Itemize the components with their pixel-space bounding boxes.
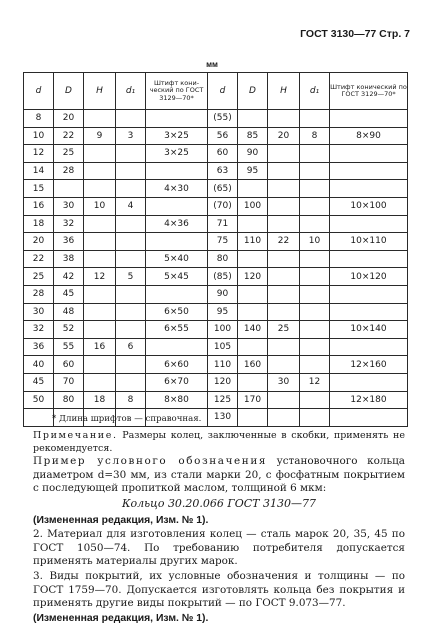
table-row (24, 250, 408, 268)
cell-D: 25 (54, 145, 84, 163)
cell-H (84, 180, 116, 198)
cell-pin (330, 110, 408, 128)
footnote: * Длина шрифтов — справочная. (52, 414, 202, 424)
cell-d1 (116, 285, 146, 303)
cell-d1 (300, 110, 330, 128)
cell-pin (146, 338, 208, 356)
cell-d1 (300, 215, 330, 233)
header-D: D (54, 73, 84, 110)
cell-d1 (116, 233, 146, 251)
cell-D: 30 (54, 197, 84, 215)
cell-d: (65) (208, 180, 238, 198)
cell-d1: 12 (300, 373, 330, 391)
cell-d: 45 (24, 373, 54, 391)
cell-D (238, 409, 268, 427)
table-row (24, 215, 408, 233)
cell-d: 120 (208, 373, 238, 391)
cell-d1 (116, 110, 146, 128)
cell-H: 16 (84, 338, 116, 356)
cell-H (84, 285, 116, 303)
cell-d: 18 (24, 215, 54, 233)
cell-d1 (300, 391, 330, 409)
cell-pin (146, 162, 208, 180)
cell-pin: 3×25 (146, 127, 208, 145)
cell-d: 110 (208, 356, 238, 374)
cell-d: 10 (24, 127, 54, 145)
cell-pin (330, 162, 408, 180)
cell-D: 110 (238, 233, 268, 251)
cell-d1 (300, 162, 330, 180)
cell-d: 63 (208, 162, 238, 180)
cell-H (84, 356, 116, 374)
cell-D: 100 (238, 197, 268, 215)
cell-d1 (116, 303, 146, 321)
header-d1: d₁ (116, 73, 146, 110)
cell-pin: 12×160 (330, 356, 408, 374)
cell-d1: 10 (300, 233, 330, 251)
cell-H (268, 145, 300, 163)
cell-d: 71 (208, 215, 238, 233)
cell-pin: 10×140 (330, 321, 408, 339)
cell-d (24, 409, 54, 427)
table-row (24, 145, 408, 163)
cell-pin: 10×120 (330, 268, 408, 286)
cell-D (238, 338, 268, 356)
cell-D (54, 180, 84, 198)
cell-pin: 8×90 (330, 127, 408, 145)
dimensions-table (23, 72, 408, 427)
example-label: Пример условного обозначения (33, 455, 267, 467)
cell-d1 (300, 338, 330, 356)
cell-H (84, 233, 116, 251)
cell-d: 90 (208, 285, 238, 303)
header-D: D (238, 73, 268, 110)
cell-d: 40 (24, 356, 54, 374)
cell-pin (330, 250, 408, 268)
cell-D: 20 (54, 110, 84, 128)
cell-d: (85) (208, 268, 238, 286)
cell-d: 22 (24, 250, 54, 268)
cell-H (84, 215, 116, 233)
cell-H (268, 197, 300, 215)
cell-H (84, 373, 116, 391)
table-row (24, 373, 408, 391)
cell-D: 170 (238, 391, 268, 409)
cell-d: 50 (24, 391, 54, 409)
cell-d1: 8 (116, 391, 146, 409)
cell-d1: 8 (300, 127, 330, 145)
header-H: H (268, 73, 300, 110)
cell-H: 9 (84, 127, 116, 145)
cell-d: 56 (208, 127, 238, 145)
cell-d: 25 (24, 268, 54, 286)
table-row (24, 321, 408, 339)
cell-d1 (300, 145, 330, 163)
cell-d1: 6 (116, 338, 146, 356)
cell-pin (146, 233, 208, 251)
cell-H (84, 145, 116, 163)
cell-D: 55 (54, 338, 84, 356)
cell-pin: 6×50 (146, 303, 208, 321)
cell-D (238, 303, 268, 321)
cell-D: 60 (54, 356, 84, 374)
cell-H (84, 110, 116, 128)
cell-d: 15 (24, 180, 54, 198)
cell-H (268, 268, 300, 286)
cell-pin: 4×30 (146, 180, 208, 198)
cell-d1 (300, 268, 330, 286)
cell-pin (330, 338, 408, 356)
cell-d1 (300, 356, 330, 374)
cell-H: 20 (268, 127, 300, 145)
header-pin: Штифт конический по ГОСТ 3129—70* (330, 73, 408, 110)
cell-D (238, 285, 268, 303)
cell-D: 32 (54, 215, 84, 233)
edition-note: (Измененная редакция, Изм. № 1). (33, 613, 209, 624)
cell-D (238, 373, 268, 391)
cell-d1 (300, 197, 330, 215)
cell-pin (330, 373, 408, 391)
header-d: d (208, 73, 238, 110)
cell-H: 30 (268, 373, 300, 391)
cell-pin (330, 180, 408, 198)
cell-d: 105 (208, 338, 238, 356)
cell-d: (70) (208, 197, 238, 215)
material-paragraph: 2. Материал для изготовления колец — сталь марок 20, 35, 45 по ГОСТ 1050—74. По требованию потребителя допускается применять материалы других марок. (33, 528, 405, 568)
cell-d1 (300, 321, 330, 339)
cell-d: 20 (24, 233, 54, 251)
cell-H (268, 110, 300, 128)
edition-note: (Измененная редакция, Изм. № 1). (33, 515, 209, 526)
cell-D: 48 (54, 303, 84, 321)
cell-D: 52 (54, 321, 84, 339)
cell-pin: 8×80 (146, 391, 208, 409)
cell-H (268, 303, 300, 321)
cell-d: 32 (24, 321, 54, 339)
table-row (24, 391, 408, 409)
cell-d1 (300, 409, 330, 427)
cell-d: 60 (208, 145, 238, 163)
cell-H: 10 (84, 197, 116, 215)
cell-d1 (116, 373, 146, 391)
cell-d: 28 (24, 285, 54, 303)
cell-D: 80 (54, 391, 84, 409)
coating-paragraph: 3. Виды покрытий, их условные обозначения и толщины — по ГОСТ 1759—70. Допускается изготовлять кольца без покрытия и применять другие виды покрытий — по ГОСТ 9.073—77. (33, 570, 405, 610)
table-row (24, 197, 408, 215)
cell-d: 95 (208, 303, 238, 321)
table-row (24, 233, 408, 251)
cell-pin (330, 303, 408, 321)
cell-pin: 5×45 (146, 268, 208, 286)
cell-D: 160 (238, 356, 268, 374)
cell-pin: 4×36 (146, 215, 208, 233)
cell-D: 70 (54, 373, 84, 391)
cell-D (238, 180, 268, 198)
cell-pin (330, 409, 408, 427)
cell-d1 (116, 356, 146, 374)
cell-pin (146, 285, 208, 303)
header-H: H (84, 73, 116, 110)
cell-H (268, 285, 300, 303)
cell-H (268, 162, 300, 180)
cell-pin (146, 110, 208, 128)
cell-d: 16 (24, 197, 54, 215)
cell-H (268, 250, 300, 268)
cell-d: 80 (208, 250, 238, 268)
cell-d1 (116, 180, 146, 198)
table-body (24, 110, 408, 427)
cell-d: 125 (208, 391, 238, 409)
cell-pin (330, 215, 408, 233)
designation-formula: Кольцо 30.20.066 ГОСТ 3130—77 (122, 497, 316, 510)
cell-d1 (300, 303, 330, 321)
note-label: Примечание. (33, 430, 118, 441)
cell-D: 42 (54, 268, 84, 286)
cell-pin: 10×110 (330, 233, 408, 251)
cell-H (84, 250, 116, 268)
cell-pin: 6×70 (146, 373, 208, 391)
cell-d1: 3 (116, 127, 146, 145)
cell-pin: 10×100 (330, 197, 408, 215)
cell-d1: 5 (116, 268, 146, 286)
cell-D (238, 110, 268, 128)
cell-D: 120 (238, 268, 268, 286)
header-pin: Штифт конический по ГОСТ 3129—70* (146, 73, 208, 110)
cell-d: 130 (208, 409, 238, 427)
cell-D: 90 (238, 145, 268, 163)
table-row (24, 303, 408, 321)
cell-D: 85 (238, 127, 268, 145)
cell-d: 75 (208, 233, 238, 251)
cell-d1 (116, 162, 146, 180)
cell-d1: 4 (116, 197, 146, 215)
cell-d1 (300, 250, 330, 268)
table-row (24, 268, 408, 286)
cell-d1 (300, 180, 330, 198)
cell-pin: 6×60 (146, 356, 208, 374)
note-text: Размеры колец, заключенные в скобки, применять не рекомендуется. (33, 430, 405, 454)
example-paragraph (33, 455, 405, 496)
table-row (24, 110, 408, 128)
cell-H: 18 (84, 391, 116, 409)
unit-label: мм (206, 60, 218, 69)
cell-H (268, 338, 300, 356)
cell-H: 12 (84, 268, 116, 286)
cell-pin (146, 197, 208, 215)
cell-H (268, 391, 300, 409)
cell-pin: 5×40 (146, 250, 208, 268)
table-row (24, 127, 408, 145)
cell-d1 (116, 145, 146, 163)
cell-H (84, 303, 116, 321)
cell-D: 28 (54, 162, 84, 180)
cell-D: 38 (54, 250, 84, 268)
table-row (24, 356, 408, 374)
cell-D: 45 (54, 285, 84, 303)
table-row (24, 338, 408, 356)
cell-pin (330, 145, 408, 163)
cell-d1 (116, 215, 146, 233)
cell-d1 (300, 285, 330, 303)
cell-d1 (116, 321, 146, 339)
cell-H: 25 (268, 321, 300, 339)
page-header: ГОСТ 3130—77 Стр. 7 (300, 28, 410, 40)
cell-d: (55) (208, 110, 238, 128)
cell-D: 95 (238, 162, 268, 180)
cell-pin (330, 285, 408, 303)
cell-D (238, 215, 268, 233)
cell-D: 36 (54, 233, 84, 251)
example-text: установочного кольца диаметром d=30 мм, из стали марки 20, с фосфатным покрытием с последующей пропиткой маслом, толщиной 6 мкм: (33, 455, 405, 495)
cell-D: 22 (54, 127, 84, 145)
header-d1: d₁ (300, 73, 330, 110)
cell-d: 14 (24, 162, 54, 180)
cell-H (268, 409, 300, 427)
cell-d: 36 (24, 338, 54, 356)
cell-H: 22 (268, 233, 300, 251)
cell-d: 12 (24, 145, 54, 163)
cell-d: 100 (208, 321, 238, 339)
cell-H (268, 356, 300, 374)
header-d: d (24, 73, 54, 110)
cell-d1 (116, 250, 146, 268)
cell-D (238, 250, 268, 268)
table-row (24, 285, 408, 303)
table-row (24, 180, 408, 198)
note-paragraph (33, 430, 405, 455)
cell-H (84, 321, 116, 339)
table-row (24, 162, 408, 180)
cell-pin: 12×180 (330, 391, 408, 409)
cell-H (84, 162, 116, 180)
cell-d: 30 (24, 303, 54, 321)
cell-H (268, 180, 300, 198)
cell-d: 8 (24, 110, 54, 128)
cell-pin: 6×55 (146, 321, 208, 339)
cell-pin: 3×25 (146, 145, 208, 163)
cell-D: 140 (238, 321, 268, 339)
cell-H (268, 215, 300, 233)
table-header-row (24, 73, 408, 110)
